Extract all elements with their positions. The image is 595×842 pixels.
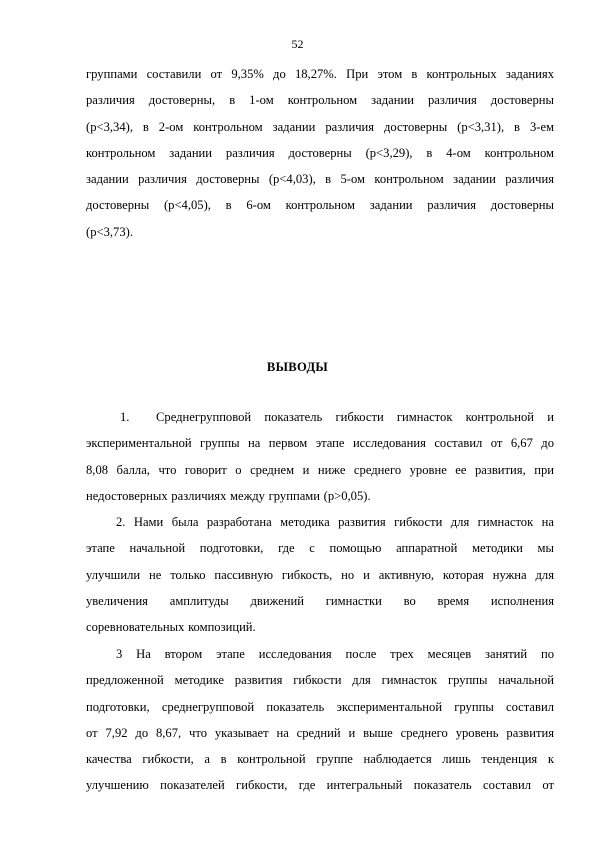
conclusion-item-3 — [86, 641, 554, 799]
conclusion-2-line-5: соревновательных композиций. — [86, 620, 256, 635]
conclusion-1-first-text: Среднегрупповой показатель гибкости гимнасток контрольной и — [156, 410, 554, 424]
conclusion-2-line-4: увеличения амплитуды движений гимнастки во время исполнения — [86, 593, 554, 608]
conclusion-3-line-6: улучшению показателей гибкости, где интегральный показатель составил от — [86, 778, 554, 793]
conclusion-item-1 — [86, 404, 554, 509]
conclusion-2-line-3: улучшили не только пассивную гибкость, но и активную, которая нужна для — [86, 567, 554, 582]
intro-line-6: достоверны (p<4,05), в 6-ом контрольном задании различия достоверны — [86, 198, 554, 213]
conclusion-2-line-2: этапе начальной подготовки, где с помощью аппаратной методики мы — [86, 541, 554, 556]
conclusion-1-line-3: 8,08 балла, что говорит о среднем и ниже среднего уровне ее развития, при — [86, 462, 554, 477]
conclusion-3-line-2: предложенной методике развития гибкости для гимнасток группы начальной — [86, 673, 554, 688]
intro-line-3: (p<3,34), в 2-ом контрольном задании различия достоверны (p<3,31), в 3-ем — [86, 119, 554, 134]
conclusion-3-line-1: 3 На втором этапе исследования после трех месяцев занятий по — [116, 647, 554, 661]
conclusion-3-line-3: подготовки, среднегрупповой показатель экспериментальной группы составил — [86, 699, 554, 714]
conclusion-1-line-1 — [86, 404, 554, 430]
intro-paragraph — [86, 61, 554, 245]
intro-line-4: контрольном задании различия достоверны (p<3,29), в 4-ом контрольном — [86, 145, 554, 160]
conclusion-1-line-4: недостоверных различиях между группами (p>0,05). — [86, 488, 371, 503]
conclusion-3-line-5: качества гибкости, а в контрольной группе наблюдается лишь тенденция к — [86, 752, 554, 767]
conclusions-heading: ВЫВОДЫ — [266, 360, 329, 374]
conclusion-2-line-1: 2. Нами была разработана методика развития гибкости для гимнасток на — [116, 515, 554, 529]
conclusion-1-marker: 1. — [120, 410, 130, 424]
intro-line-5: задании различия достоверны (p<4,03), в 5-ом контрольном задании различия — [86, 172, 554, 187]
conclusion-item-2 — [86, 509, 554, 640]
page-number: 52 — [291, 37, 304, 51]
intro-line-7: (p<3,73). — [86, 224, 133, 239]
conclusion-3-line-4: от 7,92 до 8,67, что указывает на средний и выше среднего уровень развития — [86, 725, 554, 740]
intro-line-2: различия достоверны, в 1-ом контрольном задании различия достоверны — [86, 93, 554, 108]
conclusion-1-line-2: экспериментальной группы на первом этапе исследования составил от 6,67 до — [86, 436, 554, 451]
intro-line-1: группами составили от 9,35% до 18,27%. При этом в контрольных заданиях — [86, 67, 554, 81]
